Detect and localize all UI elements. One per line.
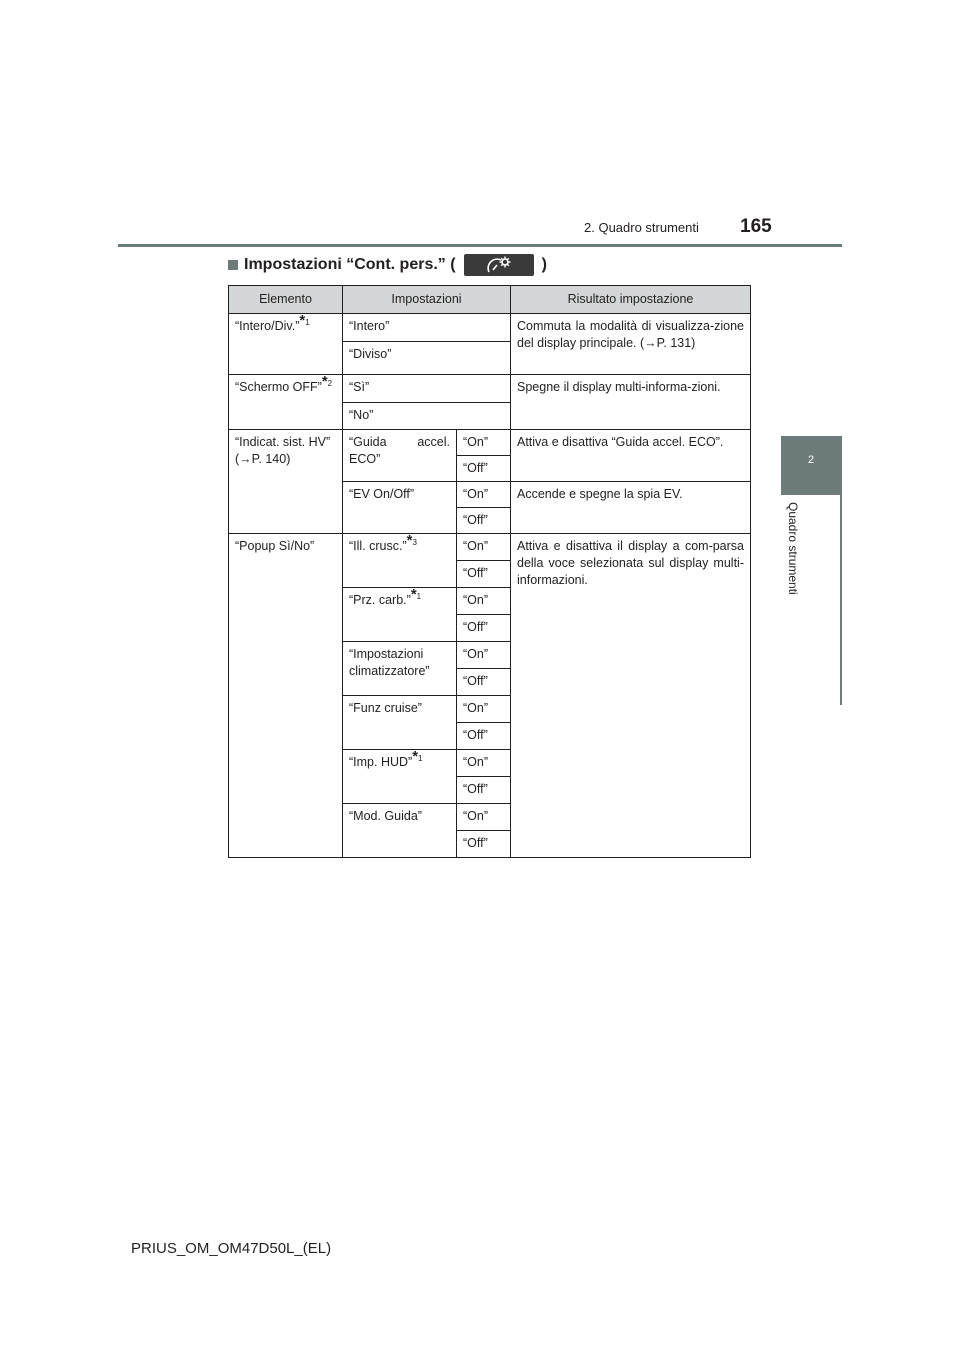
table-row	[229, 375, 751, 403]
setting-option: “On”	[457, 482, 511, 508]
result-cell: Accende e spegne la spia EV.	[511, 482, 751, 534]
setting-item: “Guida accel. ECO”	[343, 430, 457, 482]
setting-option: “Off”	[457, 508, 511, 534]
element-cell	[229, 375, 343, 430]
setting-item	[343, 750, 457, 804]
square-bullet-icon	[228, 260, 238, 270]
result-cell: Commuta la modalità di visualizza-zione del display principale. (→P. 131)	[511, 314, 751, 375]
table-row	[229, 534, 751, 561]
setting-option: “On”	[457, 430, 511, 456]
gauge-settings-icon	[464, 254, 534, 276]
setting-item	[343, 534, 457, 588]
setting-option: “On”	[457, 750, 511, 777]
setting-option: “Off”	[457, 777, 511, 804]
chapter-tab	[781, 436, 842, 495]
header-risultato: Risultato impostazione	[511, 286, 751, 314]
setting-item: “Mod. Guida”	[343, 804, 457, 858]
setting-item-label: “Prz. carb.”	[349, 593, 411, 608]
setting-option: “Diviso”	[343, 342, 511, 375]
table-header-row	[229, 286, 751, 314]
result-cell: Attiva e disattiva “Guida accel. ECO”.	[511, 430, 751, 482]
chapter-number: 2	[808, 454, 815, 466]
element-label: “Intero/Div.”	[235, 319, 300, 334]
footnote-star-icon: *	[299, 312, 306, 329]
page-number: 165	[740, 216, 772, 237]
settings-table	[228, 285, 751, 858]
setting-item-label: “Imp. HUD”	[349, 755, 413, 770]
chapter-tab-bar	[840, 495, 842, 705]
setting-option: “Off”	[457, 669, 511, 696]
element-cell: “Popup Sì/No”	[229, 534, 343, 858]
footnote-star-icon: *	[321, 373, 328, 390]
setting-option: “Off”	[457, 456, 511, 482]
footnote-number: 3	[412, 538, 417, 547]
document-code: PRIUS_OM_OM47D50L_(EL)	[131, 1240, 332, 1257]
header-divider	[118, 244, 842, 247]
setting-item	[343, 588, 457, 642]
element-label: “Schermo OFF”	[235, 380, 322, 395]
header-impostazioni: Impostazioni	[343, 286, 511, 314]
setting-option: “Off”	[457, 831, 511, 858]
setting-item: “EV On/Off”	[343, 482, 457, 534]
setting-option: “Off”	[457, 561, 511, 588]
setting-option: “No”	[343, 403, 511, 430]
footnote-number: 1	[305, 318, 310, 327]
footnote-star-icon: *	[412, 748, 419, 765]
footnote-star-icon: *	[410, 586, 417, 603]
subheading-text-after: )	[541, 256, 547, 273]
setting-option: “On”	[457, 696, 511, 723]
setting-option: “On”	[457, 804, 511, 831]
section-title: 2. Quadro strumenti	[584, 220, 699, 235]
result-cell: Attiva e disattiva il display a com-parsa della voce selezionata sul display multi-informazioni.	[511, 534, 751, 858]
footnote-number: 2	[327, 379, 333, 388]
subheading-text-before: Impostazioni “Cont. pers.” (	[244, 256, 456, 273]
element-cell	[229, 314, 343, 375]
setting-option: “Sì”	[343, 375, 511, 403]
setting-item: “Funz cruise”	[343, 696, 457, 750]
setting-option: “Off”	[457, 615, 511, 642]
setting-item-label: “Ill. crusc.”	[349, 539, 407, 554]
result-cell: Spegne il display multi-informa-zioni.	[511, 375, 751, 430]
header-elemento: Elemento	[229, 286, 343, 314]
chapter-tab-label: Quadro strumenti	[786, 502, 800, 595]
setting-option: “On”	[457, 642, 511, 669]
table-row	[229, 430, 751, 456]
setting-option: “On”	[457, 588, 511, 615]
element-cell: “Indicat. sist. HV” (→P. 140)	[229, 430, 343, 534]
section-subheading	[228, 254, 547, 276]
setting-option: “Off”	[457, 723, 511, 750]
table-row	[229, 314, 751, 342]
setting-option: “Intero”	[343, 314, 511, 342]
setting-option: “On”	[457, 534, 511, 561]
setting-item: “Impostazioni climatizzatore”	[343, 642, 457, 696]
footnote-star-icon: *	[406, 532, 413, 549]
footnote-number: 1	[416, 592, 422, 601]
footnote-number: 1	[418, 754, 423, 763]
